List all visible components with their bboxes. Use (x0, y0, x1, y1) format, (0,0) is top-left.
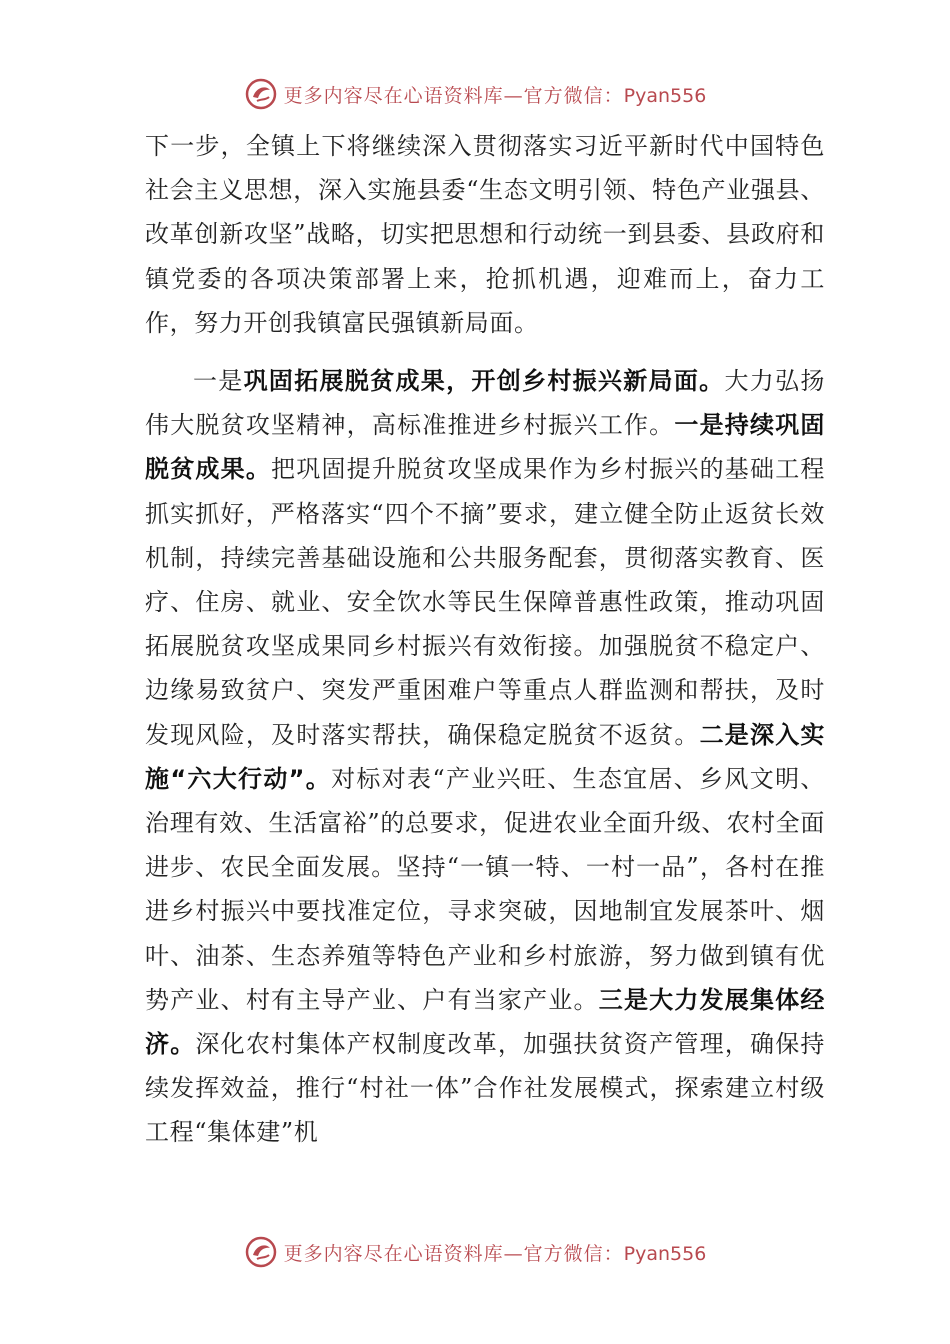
text-run: 对标对表“产业兴旺、生态宜居、乡风文明、治理有效、生活富裕”的总要求，促进农业全面升级、农村全面进步、农民全面发展。坚持“一镇一特、一村一品”，各村在推进乡村振兴中要找准定位，寻求突破，因地制宜发展茶叶、烟叶、油茶、生态养殖等特色产业和乡村旅游，努力做到镇有优势产业、村有主导产业、户有当家产业。 (145, 764, 825, 1014)
text-run: 下一步，全镇上下将继续深入贯彻落实习近平新时代中国特色社会主义思想，深入实施县委“生态文明引领、特色产业强县、改革创新攻坚”战略，切实把思想和行动统一到县委、县政府和镇党委的各项决策部署上来，抢抓机遇，迎难而上，奋力工作，努力开创我镇富民强镇新局面。 (145, 132, 825, 337)
text-run: 大力弘扬伟大脱贫攻坚精神，高标准推进乡村振兴工作。 (145, 367, 826, 440)
header-watermark (0, 74, 950, 114)
paragraph (145, 359, 825, 1155)
bold-heading-run: 三是大力发展集体经济。 (145, 985, 825, 1059)
text-run: 把巩固提升脱贫攻坚成果作为乡村振兴的基础工程抓实抓好，严格落实“四个不摘”要求，建立健全防止返贫长效机制，持续完善基础设施和公共服务配套，贯彻落实教育、医疗、住房、就业、安全饮水等民生保障普惠性政策，推动巩固拓展脱贫攻坚成果同乡村振兴有效衔接。加强脱贫不稳定户、边缘易致贫户、突发严重困难户等重点人群监测和帮扶，及时发现风险，及时落实帮扶，确保稳定脱贫不返贫。 (145, 455, 826, 749)
paragraph (145, 124, 825, 345)
footer-watermark (0, 1232, 950, 1272)
watermark-handle: Pyan556 (623, 84, 707, 107)
text-run: 一是 (193, 367, 244, 396)
watermark-text: 更多内容尽在心语资料库—官方微信：Pyan556 (283, 1242, 707, 1265)
document-body (145, 124, 825, 1155)
bold-heading-run: 二是深入实施“六大行动”。 (145, 720, 826, 793)
bold-heading-run: 一是持续巩固脱贫成果。 (145, 411, 825, 484)
watermark-handle: Pyan556 (623, 1242, 707, 1265)
bold-heading-run: 巩固拓展脱贫成果，开创乡村振兴新局面。 (243, 367, 725, 396)
swirl-logo-icon (244, 1235, 278, 1269)
text-run: 深化农村集体产权制度改革，加强扶贫资产管理，确保持续发挥效益，推行“村社一体”合作社发展模式，探索建立村级工程“集体建”机 (145, 1030, 826, 1147)
watermark-text: 更多内容尽在心语资料库—官方微信：Pyan556 (283, 84, 707, 107)
swirl-logo-icon (244, 77, 278, 111)
